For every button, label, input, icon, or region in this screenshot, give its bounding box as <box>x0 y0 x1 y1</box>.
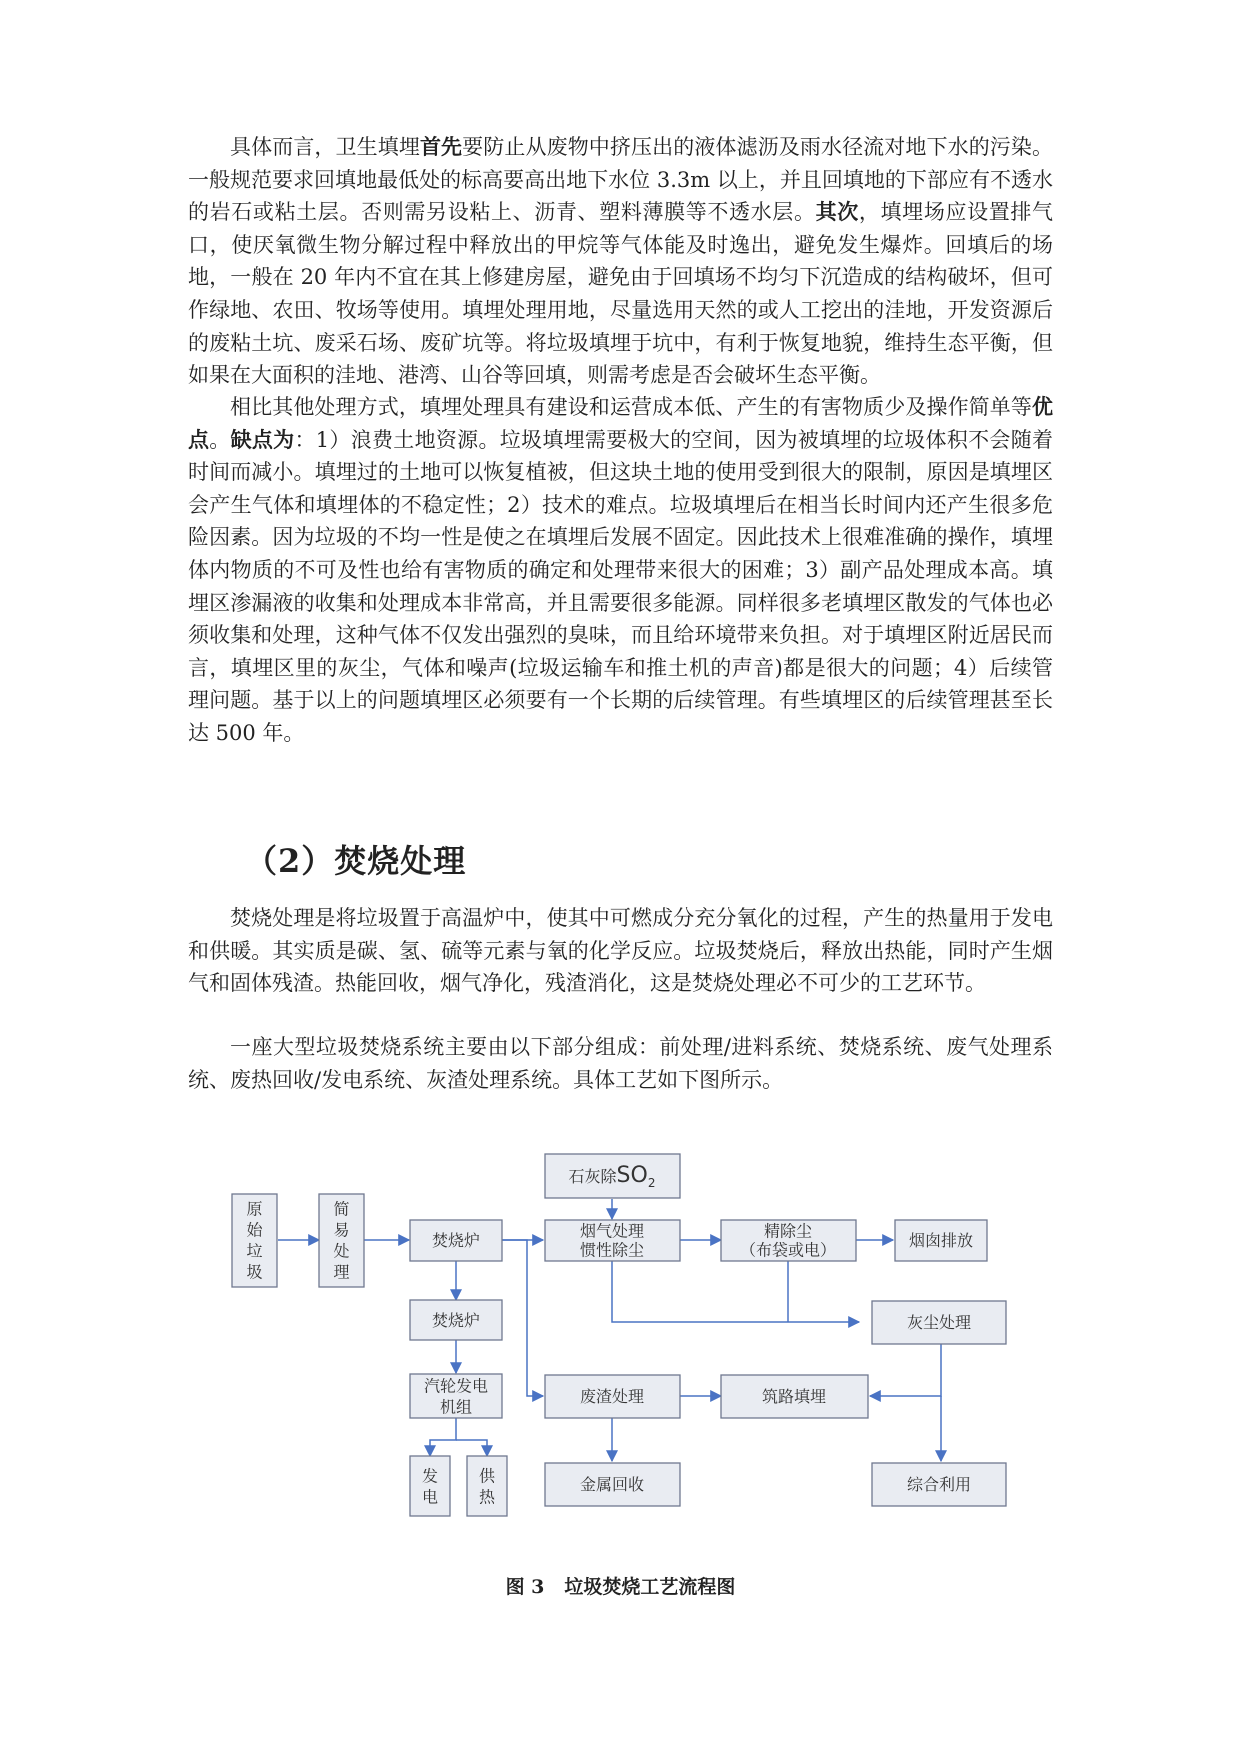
bold-text: 首先 <box>419 134 463 159</box>
node-label: 供热 <box>478 1466 496 1507</box>
text-run: ，填埋场应设置排气口，使厌氧微生物分解过程中释放出的甲烷等气体能及时逸出，避免发生爆炸。回填后的场地，一般在 20 年内不宜在其上修建房屋，避免由于回填场不均匀下沉造成的结构破坏，但可作绿地、农田、牧场等使用。填埋处理用地，尽量选用天然的或人工挖出的洼地，开发资源后的废粘土坑、废采石场、废矿坑等。将垃圾填埋于坑中，有利于恢复地貌，维持生态平衡，但如果在大面积的洼地、港湾、山谷等回填，则需考虑是否会破坏生态平衡。 <box>188 200 1054 388</box>
text-run: 相比其他处理方式，填埋处理具有建设和运营成本低、产生的有害物质少及操作简单等 <box>230 395 1032 419</box>
section-heading: （2）焚烧处理 <box>245 842 467 880</box>
figure-caption <box>0 1572 1241 1599</box>
node-simple-treatment <box>319 1194 364 1287</box>
node-slag-treatment <box>545 1375 680 1418</box>
text-run: 具体而言，卫生填埋 <box>230 135 420 159</box>
text-run: 。 <box>209 427 231 452</box>
node-label: 发电 <box>421 1466 439 1507</box>
node-label: 烟囱排放 <box>908 1231 974 1250</box>
lime-label: 石灰除$SO_2$ <box>568 1163 656 1190</box>
node-furnace-2 <box>410 1300 502 1340</box>
node-metal-recovery <box>545 1463 680 1506</box>
node-label: 灰尘处理 <box>906 1313 972 1332</box>
node-label: 废渣处理 <box>579 1387 645 1406</box>
text-run: ：1）浪费土地资源。垃圾填埋需要极大的空间，因为被填埋的垃圾体积不会随着时间而减小。填埋过的土地可以恢复植被，但这块土地的使用受到很大的限制，原因是填埋区会产生气体和填埋体的不稳定性；2）技术的难点。垃圾填埋后在相当长时间内还产生很多危险因素。因为垃圾的不均一性是使之在填埋后发展不固定。因此技术上很难准确的操作，填埋体内物质的不可及性也给有害物质的确定和处理带来很大的困难；3）副产品处理成本高。填埋区渗漏液的收集和处理成本非常高，并且需要很多能源。同样很多老填埋区散发的气体也必须收集和处理，这种气体不仅发出强烈的臭味，而且给环境带来负担。对于填埋区附近居民而言，填埋区里的灰尘，气体和噪声(垃圾运输车和推土机的声音)都是很大的问题；4）后续管理问题。基于以上的问题填埋区必须要有一个长期的后续管理。有些填埋区的后续管理甚至长达 500 年。 <box>188 427 1054 745</box>
figure-title: 垃圾焚烧工艺流程图 <box>564 1576 736 1598</box>
node-label: 综合利用 <box>906 1475 972 1494</box>
node-road-landfill <box>721 1375 868 1418</box>
node-label: 焚烧炉 <box>431 1231 481 1250</box>
node-lime-so2-removal <box>545 1154 680 1198</box>
node-comprehensive-use <box>872 1463 1006 1506</box>
text-run: 一座大型垃圾焚烧系统主要由以下部分组成：前处理/进料系统、焚烧系统、废气处理系统、废热回收/发电系统、灰渣处理系统。具体工艺如下图所示。 <box>188 1035 1053 1092</box>
bold-text: 优点 <box>188 394 1053 452</box>
node-turbine-generator <box>410 1374 502 1418</box>
node-label: 精除尘（布袋或电） <box>739 1221 837 1260</box>
node-dust-treatment <box>872 1301 1006 1344</box>
node-furnace-1 <box>410 1220 502 1261</box>
text-run: 焚烧处理是将垃圾置于高温炉中，使其中可燃成分充分氧化的过程，产生的热量用于发电和供暖。其实质是碳、氢、硫等元素与氧的化学反应。垃圾焚烧后，释放出热能，同时产生烟气和固体残渣。热能回收，烟气净化，残渣消化，这是焚烧处理必不可少的工艺环节。 <box>188 906 1053 996</box>
bold-text: 其次 <box>815 199 859 225</box>
node-raw-garbage <box>232 1194 277 1287</box>
node-flue-gas-treatment <box>545 1220 680 1261</box>
node-heat-supply <box>467 1456 507 1516</box>
figure-number: 图 3 <box>505 1576 545 1598</box>
node-label: 原始垃圾 <box>246 1199 263 1282</box>
node-label: 金属回收 <box>579 1475 645 1494</box>
bold-text: 缺点为 <box>230 426 295 452</box>
node-label: 筑路填埋 <box>761 1387 827 1406</box>
node-label: 汽轮发电机组 <box>423 1376 489 1417</box>
node-label: 烟气处理惯性除尘 <box>579 1221 645 1260</box>
node-fine-dust-removal <box>721 1220 856 1261</box>
node-label: 焚烧炉 <box>431 1311 481 1330</box>
node-label: 简易处理 <box>333 1199 350 1282</box>
node-chimney-discharge <box>895 1220 987 1261</box>
node-power-generation <box>410 1456 450 1516</box>
text-run: 要防止从废物中挤压出的液体滤沥及雨水径流对地下水的污染。一般规范要求回填地最低处的标高要高出地下水位 3.3m 以上，并且回填地的下部应有不透水的岩石或粘土层。否则需另设粘上、沥青、塑料薄膜等不透水层。 <box>188 135 1054 225</box>
